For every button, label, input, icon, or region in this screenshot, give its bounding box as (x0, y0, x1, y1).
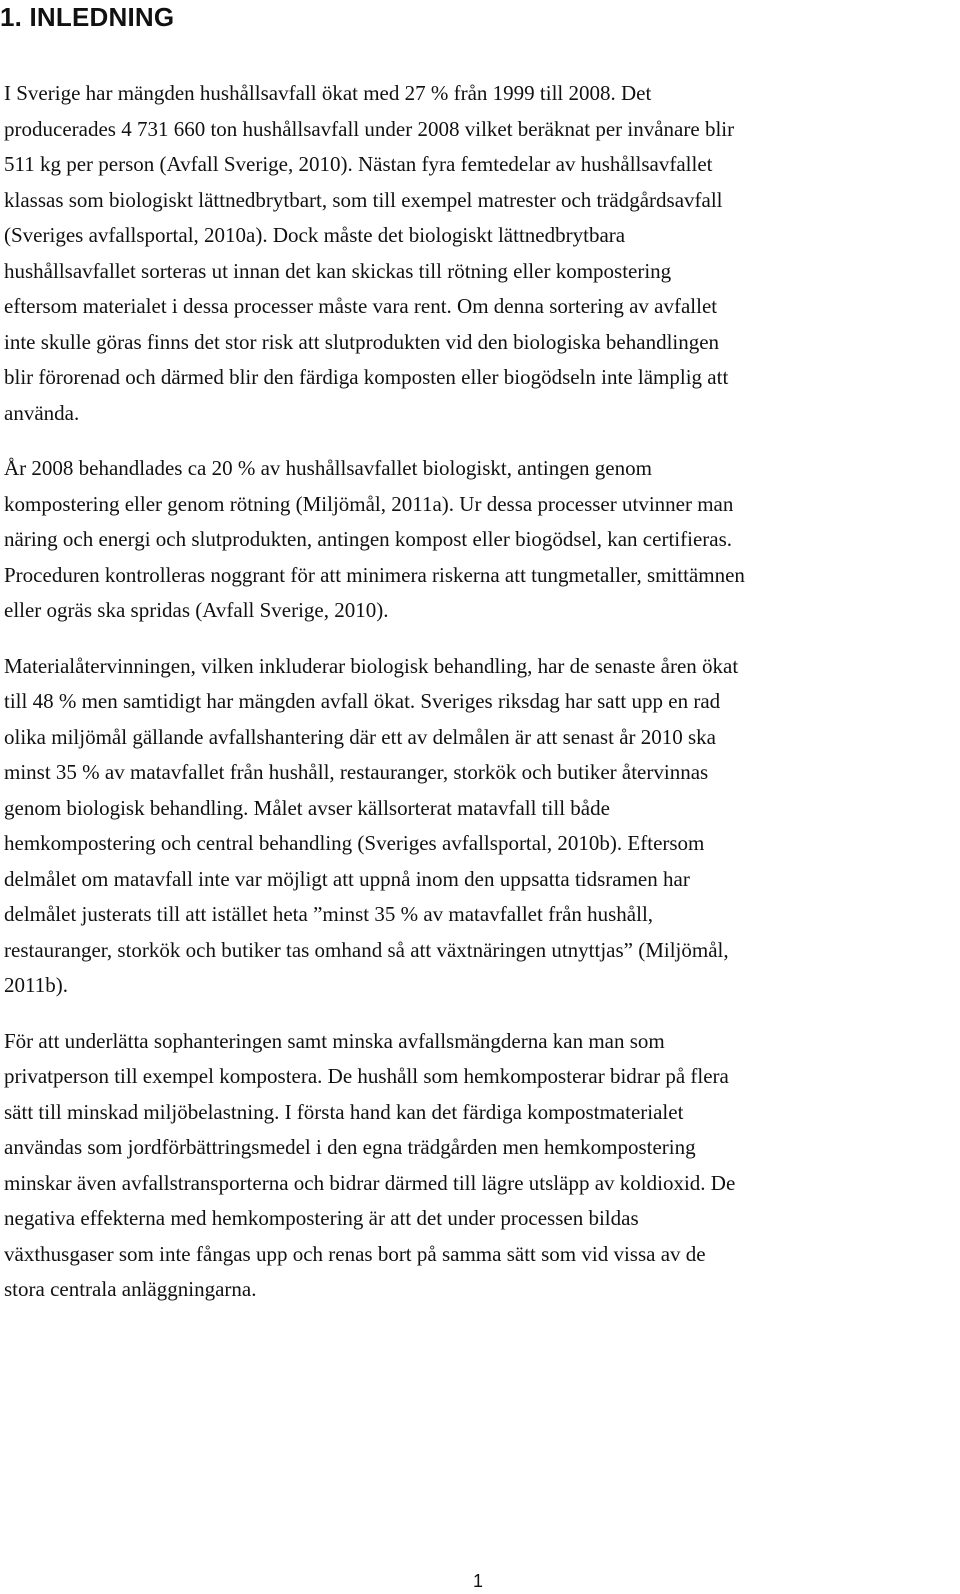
line: Proceduren kontrolleras noggrant för att minimera riskerna att tungmetaller, smittämnen (4, 562, 745, 587)
line: eller ogräs ska spridas (Avfall Sverige, 2010). (4, 598, 389, 622)
line: restauranger, storkök och butiker tas omhand så att växtnäringen utnyttjas” (Miljömål, (4, 937, 729, 962)
line: delmålet justerats till att istället heta ”minst 35 % av matavfallet från hushåll, (4, 902, 654, 926)
line: kompostering eller genom rötning (Miljömål, 2011a). Ur dessa processer utvinner man (4, 491, 734, 516)
line: (Sveriges avfallsportal, 2010a). Dock måste det biologiskt lättnedbrytbara (4, 223, 626, 247)
line: hemkompostering och central behandling (Sveriges avfallsportal, 2010b). Eftersom (4, 831, 705, 855)
line: näring och energi och slutprodukten, antingen kompost eller biogödsel, kan certifieras. (4, 527, 732, 551)
body-text (4, 76, 954, 1328)
line: blir förorenad och därmed blir den färdiga komposten eller biogödseln inte lämplig att (4, 365, 729, 389)
line: producerades 4 731 660 ton hushållsavfall under 2008 vilket beräknat per invånare blir (4, 116, 735, 141)
paragraph-2 (4, 451, 954, 629)
line: Materialåtervinningen, vilken inkluderar biologisk behandling, har de senaste åren ökat (4, 653, 739, 678)
line: olika miljömål gällande avfallshantering där ett av delmålen är att senast år 2010 ska (4, 724, 717, 749)
page-number: 1 (472, 1571, 483, 1591)
paragraph-3 (4, 649, 954, 1004)
line: delmålet om matavfall inte var möjligt att uppnå inom den uppsatta tidsramen har (4, 866, 690, 891)
line: inte skulle göras finns det stor risk att slutprodukten vid den biologiska behandlingen (4, 329, 720, 354)
line: växthusgaser som inte fångas upp och renas bort på samma sätt som vid vissa av de (4, 1241, 706, 1266)
line: sätt till minskad miljöbelastning. I första hand kan det färdiga kompostmaterialet (4, 1099, 684, 1124)
line: genom biologisk behandling. Målet avser källsorterat matavfall till både (4, 795, 610, 820)
section-heading: 1. INLEDNING (0, 2, 175, 32)
line: 2011b). (4, 973, 68, 997)
line: 511 kg per person (Avfall Sverige, 2010). Nästan fyra femtedelar av hushållsavfallet (4, 152, 713, 176)
line: använda. (4, 400, 80, 425)
line: privatperson till exempel kompostera. De hushåll som hemkomposterar bidrar på flera (4, 1064, 729, 1088)
line: negativa effekterna med hemkompostering är att det under processen bildas (4, 1206, 639, 1230)
line: minskar även avfallstransporterna och bidrar därmed till lägre utsläpp av koldioxid. De (4, 1170, 736, 1195)
line: minst 35 % av matavfallet från hushåll, restauranger, storkök och butiker återvinnas (4, 760, 709, 784)
line: hushållsavfallet sorteras ut innan det kan skickas till rötning eller kompostering (4, 258, 672, 283)
line: För att underlätta sophanteringen samt minska avfallsmängderna kan man som (4, 1028, 665, 1053)
paragraph-4 (4, 1024, 954, 1308)
line: till 48 % men samtidigt har mängden avfall ökat. Sveriges riksdag har satt upp en rad (4, 689, 721, 713)
line: klassas som biologiskt lättnedbrytbart, som till exempel matrester och trädgårdsavfall (4, 187, 723, 212)
line: År 2008 behandlades ca 20 % av hushållsavfallet biologiskt, antingen genom (4, 456, 652, 480)
line: I Sverige har mängden hushållsavfall ökat med 27 % från 1999 till 2008. Det (4, 81, 652, 105)
line: eftersom materialet i dessa processer måste vara rent. Om denna sortering av avfallet (4, 294, 718, 318)
line: användas som jordförbättringsmedel i den egna trädgården men hemkompostering (4, 1135, 696, 1159)
line: stora centrala anläggningarna. (4, 1277, 257, 1301)
paragraph-1 (4, 76, 954, 431)
